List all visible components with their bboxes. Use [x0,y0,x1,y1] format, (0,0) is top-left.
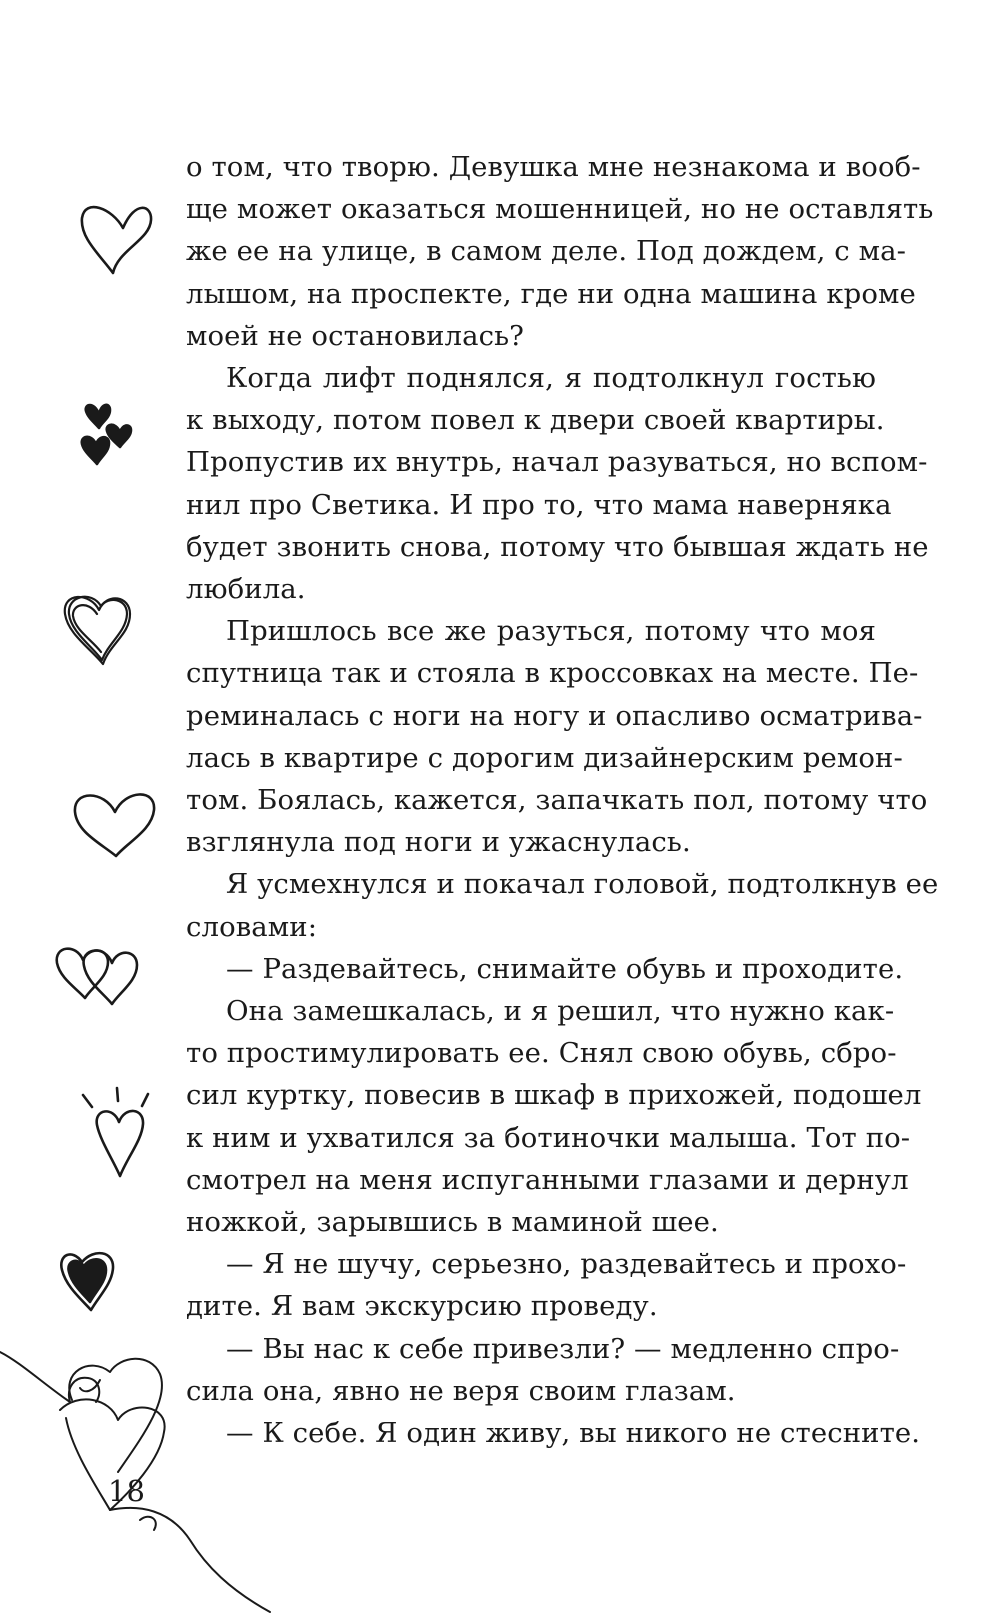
text-line: — Я не шучу, серьезно, раздевайтесь и прохо- [226,1248,907,1281]
text-line: Я усмехнулся и покачал головой, подтолкнув ее [226,868,939,901]
text-line: дите. Я вам экскурсию проведу. [186,1290,658,1323]
text-line: словами: [186,910,318,943]
small-hearts-cluster-icon [82,405,131,464]
text-line: Она замешкалась, и я решил, что нужно как- [226,995,895,1028]
text-line: лышом, на проспекте, где ни одна машина кроме [186,277,916,310]
text-line: то простимулировать ее. Снял свою обувь, сбро- [186,1037,897,1070]
paragraph [186,146,934,357]
text-line: о том, что творю. Девушка мне незнакома и вооб- [186,151,921,183]
text-line: Пропустив их внутрь, начал разуваться, но вспом- [186,446,928,479]
text-line: лась в квартире с дорогим дизайнерским ремон- [186,741,903,774]
text-line: — Вы нас к себе привезли? — медленно спро- [226,1332,900,1365]
filled-scribble-heart-icon [61,1253,113,1310]
text-line: реминалась с ноги на ногу и опасливо осматрива- [186,699,923,732]
paragraph [186,990,922,1243]
text-line: спутница так и стояла в кроссовках на месте. Пе- [186,657,919,690]
paragraph [186,610,928,863]
heart-with-rays-icon [83,1088,148,1176]
text-line: моей не остановилась? [186,319,524,352]
text-line: к ним и ухватился за ботиночки малыша. Тот по- [186,1121,911,1154]
scribbled-heart-icon [65,597,130,664]
text-line: будет звонить снова, потому что бывшая ждать не [186,530,929,563]
page-number: 18 [108,1474,145,1508]
text-line: взглянула под ноги и ужаснулась. [186,826,691,859]
text-line: ножкой, зарывшись в маминой шее. [186,1206,719,1239]
text-line: смотрел на меня испуганными глазами и дернул [186,1163,909,1196]
text-line: любила. [186,573,306,606]
outline-heart-icon [75,794,154,856]
paragraph [186,1243,907,1327]
text-line: к выходу, потом повел к двери своей квартиры. [186,404,885,437]
paragraph [186,863,939,947]
double-heart-icon [57,949,137,1004]
text-line: — К себе. Я один живу, вы никого не стесните. [226,1417,921,1450]
outline-heart-icon [82,207,151,273]
body-text [186,146,939,1454]
text-line: Когда лифт поднялся, я подтолкнул гостью [226,362,876,395]
text-line: ще может оказаться мошенницей, но не оставлять [186,193,934,226]
text-line: же ее на улице, в самом деле. Под дождем, с ма- [186,235,907,268]
text-line: Пришлось все же разуться, потому что моя [226,615,876,648]
paragraph [186,357,929,610]
paragraph [186,1412,921,1454]
text-line: сила она, явно не веря своим глазам. [186,1374,736,1407]
text-line: сил куртку, повесив в шкаф в прихожей, подошел [186,1079,922,1112]
paragraph [186,1328,900,1412]
text-line: — Раздевайтесь, снимайте обувь и проходите. [226,952,904,985]
paragraph [186,948,904,990]
text-line: нил про Светика. И про то, что мама наверняка [186,488,892,521]
text-line: том. Боялась, кажется, запачкать пол, потому что [186,784,928,817]
